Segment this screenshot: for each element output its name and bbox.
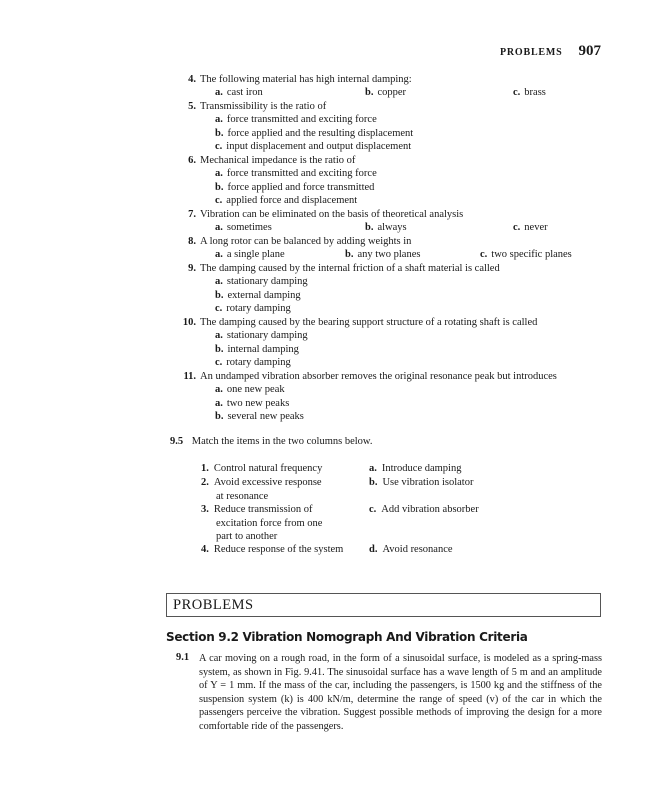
question-text: The damping caused by the internal friction of a shaft material is called — [200, 263, 500, 274]
option: c. input displacement and output displacement — [215, 141, 412, 152]
match-right-d: d. Avoid resonance — [369, 544, 453, 555]
running-header — [500, 43, 601, 60]
question-text: Mechanical impedance is the ratio of — [200, 155, 356, 166]
option: b. force applied and the resulting displacement — [215, 128, 414, 139]
question-number: 6. — [188, 155, 196, 166]
option: c. two specific planes — [480, 249, 572, 260]
question-number: 9. — [188, 263, 196, 274]
question-number: 5. — [188, 101, 196, 112]
option: c. brass — [513, 87, 546, 98]
question-number: 4. — [188, 74, 196, 85]
question-text: Vibration can be eliminated on the basis of theoretical analysis — [200, 209, 464, 220]
question-text: A long rotor can be balanced by adding weights in — [200, 236, 412, 247]
match-right-a: a. Introduce damping — [369, 463, 462, 474]
match-left-1: 1. Control natural frequency — [201, 463, 323, 474]
option: a. force transmitted and exciting force — [215, 168, 377, 179]
question-11 — [183, 370, 557, 384]
question-text: The following material has high internal damping: — [200, 74, 412, 85]
page-number: 907 — [578, 43, 601, 59]
question-number: 11. — [183, 371, 196, 382]
option: b. copper — [365, 87, 407, 98]
question-text: An undamped vibration absorber removes the original resonance peak but introduces — [200, 371, 557, 382]
option: b. any two planes — [345, 249, 421, 260]
section-heading: Section 9.2 Vibration Nomograph And Vibration Criteria — [166, 630, 528, 644]
match-right-c: c. Add vibration absorber — [369, 504, 479, 515]
match-left-3: 3. Reduce transmission of excitation force from one part to another — [201, 504, 323, 542]
option: b. several new peaks — [215, 411, 304, 422]
option: b. internal damping — [215, 344, 299, 355]
option: a. stationary damping — [215, 330, 308, 341]
question-text: Transmissibility is the ratio of — [200, 101, 327, 112]
question-9 — [188, 262, 500, 276]
option: a. sometimes — [215, 222, 272, 233]
option: b. always — [365, 222, 407, 233]
question-7 — [188, 208, 464, 222]
problem-number: 9.1 — [176, 652, 190, 663]
option: b. external damping — [215, 290, 301, 301]
option: a. a single plane — [215, 249, 285, 260]
question-number: 10. — [182, 317, 196, 328]
exercise-9-5 — [170, 436, 372, 447]
question-5 — [188, 100, 327, 114]
option: a. stationary damping — [215, 276, 308, 287]
exercise-text: Match the items in the two columns below. — [191, 436, 373, 447]
option: c. never — [513, 222, 548, 233]
match-right-b: b. Use vibration isolator — [369, 477, 474, 488]
header-label: PROBLEMS — [499, 47, 563, 58]
question-text: The damping caused by the bearing support structure of a rotating shaft is called — [200, 317, 538, 328]
question-number: 7. — [188, 209, 196, 220]
option: a. force transmitted and exciting force — [215, 114, 377, 125]
match-left-4: 4. Reduce response of the system — [201, 544, 344, 555]
problems-heading-box — [166, 593, 601, 617]
question-4 — [188, 73, 412, 87]
option: b. force applied and force transmitted — [215, 182, 375, 193]
match-left-2: 2. Avoid excessive response at resonance — [201, 477, 322, 502]
question-10 — [182, 316, 538, 330]
exercise-number: 9.5 — [170, 436, 184, 447]
option: c. rotary damping — [215, 357, 291, 368]
option: a. cast iron — [215, 87, 263, 98]
option: a. two new peaks — [215, 398, 290, 409]
problems-heading: PROBLEMS — [173, 597, 254, 613]
option: a. one new peak — [215, 384, 285, 395]
option: c. applied force and displacement — [215, 195, 358, 206]
question-number: 8. — [188, 236, 196, 247]
question-8 — [188, 235, 412, 249]
problem-text: A car moving on a rough road, in the form of a sinusoidal surface, is modeled as a spring-mass system, as shown in Fig. 9.41. The sinusoidal surface has a wave length of 5 m and an amplitude of Y = 1 mm. If the mass of the car, including the passengers, is 1500 kg and the stiffness of the suspension system (k) is 400 kN/m, determine the range of speed (v) of the car in which the passengers perceive the vibration. Suggest possible methods of improving the design for a more comfortable ride of the passengers. — [199, 653, 602, 732]
option: c. rotary damping — [215, 303, 291, 314]
question-6 — [188, 154, 356, 168]
